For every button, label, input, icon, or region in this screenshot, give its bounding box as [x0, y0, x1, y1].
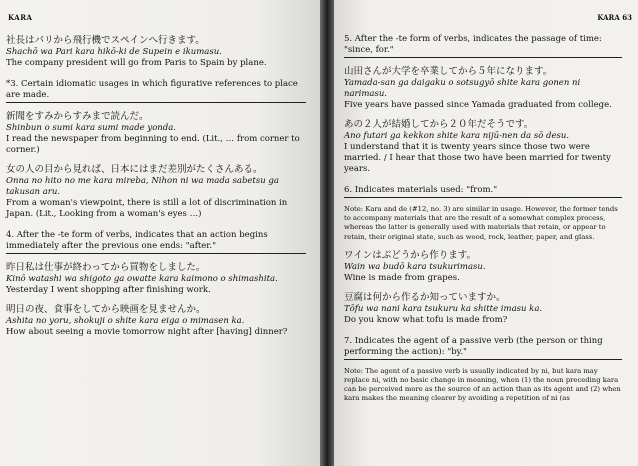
section-3-note: *3. Certain idiomatic usages in which figurative references to place are made. — [6, 79, 306, 103]
example-romaji: Onna no hito no me kara mireba, Nihon ni wa mada sabetsu ga takusan aru. — [6, 176, 279, 197]
example-jp: 社長はパリから飛行機でスペインへ行きます。 — [6, 35, 205, 46]
example-romaji: Ano futari ga kekkon shite kara nijū-nen da sō desu. — [344, 131, 570, 141]
example-romaji: Yamada-san ga daigaku o sotsugyō shite kara gonen ni narimasu. — [344, 78, 581, 99]
example-romaji: Shinbun o sumi kara sumi made yonda. — [6, 123, 176, 133]
example-romaji: Ashita no yoru, shokuji o shite kara eiga o mimasen ka. — [6, 316, 245, 326]
example-translation: Five years have passed since Yamada graduated from college. — [344, 100, 612, 110]
example-romaji: Wain wa budō kara tsukurimasu. — [344, 261, 486, 272]
section-4-heading: 4. After the -te form of verbs, indicates that an action begins immediately after the previous one ends: "after." — [6, 230, 306, 254]
right-page-content — [344, 34, 622, 404]
example-jp: 明日の夜、食事をしてから映画を見ませんか。 — [6, 304, 206, 315]
section-7-heading: 7. Indicates the agent of a passive verb (the person or thing performing the action): "by." — [344, 336, 622, 360]
example-translation: From a woman's viewpoint, there is still a lot of discrimination in Japan. (Lit., Looking from a woman's eyes …) — [6, 198, 288, 219]
example-translation: Yesterday I went shopping after finishing work. — [6, 285, 211, 295]
left-running-header: KARA — [8, 13, 33, 22]
example-jp: 女の人の目から見れば、日本にはまだ差別がたくさんある。 — [6, 164, 263, 175]
example-romaji: Shachō wa Pari kara hikō-ki de Supein e ikumasu. — [6, 47, 222, 57]
example-jp: 豆腐は何から作るか知っていますか。 — [344, 291, 506, 303]
left-page-content — [6, 34, 306, 338]
section-6-note: Note: Kara and de (#12, no. 3) are similar in usage. However, the former tends to accompany materials that are the result of a somewhat complex process, whereas the latter is generally used with materials that retain, or appear to retain, their original state, such as wood, rock, leather, paper, and glass. — [344, 205, 618, 241]
section-7-note: Note: The agent of a passive verb is usually indicated by ni, but kara may replace ni, with no basic change in meaning, when (1) the noun preceding kara can be perceived more as the source of an action than as its agent and (2) when kara makes the meaning clearer by avoiding a repetition of ni (as — [344, 366, 621, 403]
section-5-heading: 5. After the -te form of verbs, indicates the passage of time: "since, for." — [344, 34, 622, 58]
example-jp: 昨日私は仕事が終わってから買物をしました。 — [6, 262, 206, 273]
right-page — [334, 0, 638, 466]
example-jp: あの２人が結婚してから２０年だそうです。 — [344, 119, 534, 130]
example-romaji: Kinō watashi wa shigoto ga owatte kara kaimono o shimashita. — [6, 274, 278, 284]
example-translation: I understand that it is twenty years since those two were married. / I hear that those two have been married for twenty years. — [344, 142, 611, 174]
book-gutter — [320, 0, 334, 466]
example-translation: How about seeing a movie tomorrow night after [having] dinner? — [6, 327, 288, 337]
example-jp: 山田さんが大学を卒業してから５年になります。 — [344, 66, 553, 77]
right-running-header: KARA 63 — [597, 13, 632, 22]
example-jp: 新聞をすみからすみまで読んだ。 — [6, 111, 149, 122]
example-translation: Do you know what tofu is made from? — [344, 314, 508, 325]
example-translation: Wine is made from grapes. — [344, 272, 460, 283]
example-translation: The company president will go from Paris to Spain by plane. — [6, 58, 267, 68]
section-6-heading: 6. Indicates materials used: "from." — [344, 185, 622, 198]
example-translation: I read the newspaper from beginning to end. (Lit., … from corner to corner.) — [6, 134, 300, 155]
example-jp: ワインはぶどうから作ります。 — [344, 249, 476, 261]
example-romaji: Tōfu wa nani kara tsukuru ka shitte imasu ka. — [344, 303, 543, 314]
